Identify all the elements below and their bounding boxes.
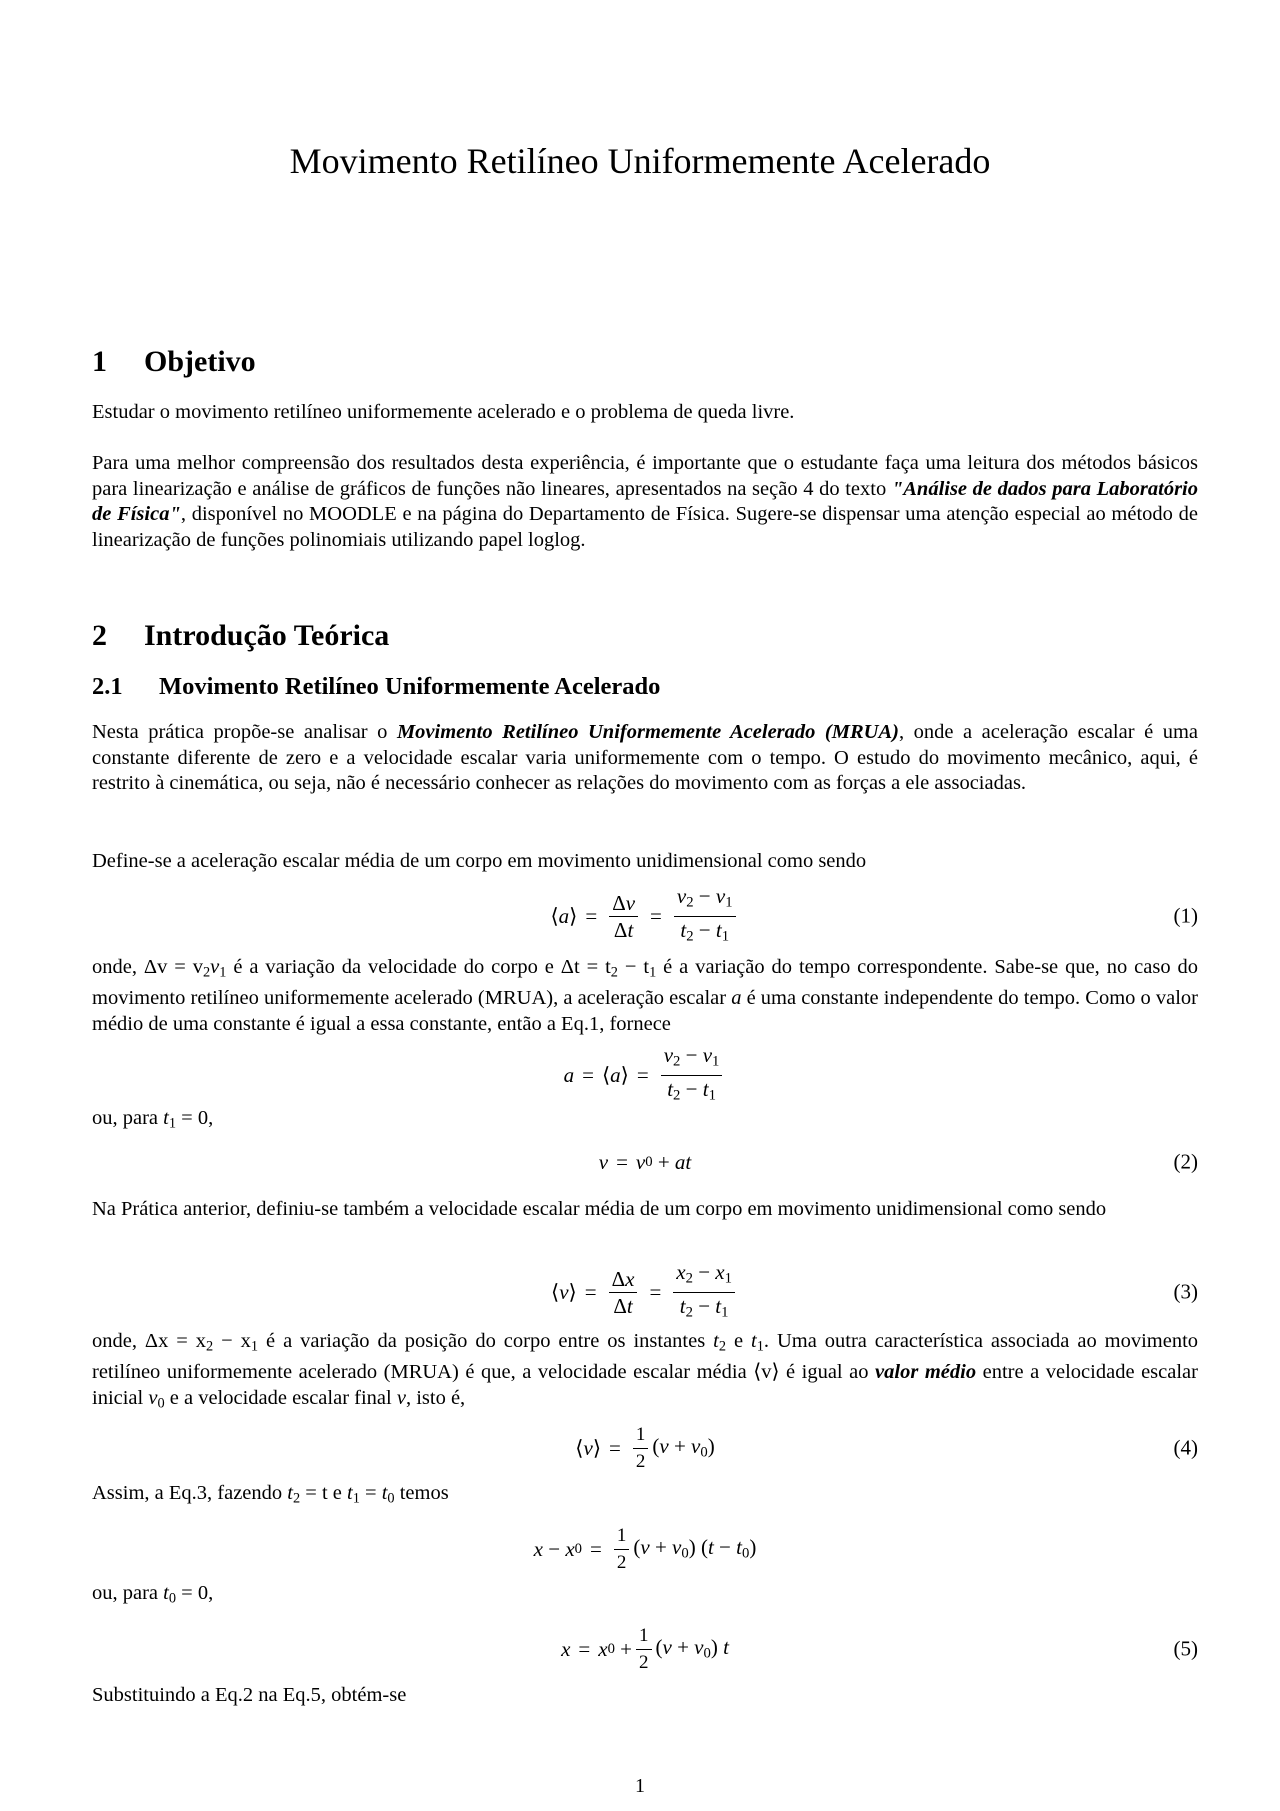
text-run: entre a velocidade escalar inicial bbox=[92, 1361, 1198, 1409]
equation-number: (1) bbox=[1173, 903, 1198, 928]
equation-body: ⟨v⟩ = $\frac{\Delta x}{\Delta t}$ = $\frac{x_2 - x_1}{t_2 - t_1}$ bbox=[92, 1262, 1198, 1322]
equation-body: a = ⟨a⟩ = $\frac{v_2 - v_1}{t_2 - t_1}$ bbox=[92, 1045, 1198, 1105]
equation-x-minus-x0 bbox=[92, 1519, 1198, 1579]
text-run: , onde a aceleração escalar é uma constante diferente de zero e a velocidade escalar varia uniformemente com o tempo. O estudo do movimento mecânico, aqui, é restrito à cinemática, ou seja, não é necessário conhecer as relações do movimento com as forças a ele associadas. bbox=[92, 721, 1199, 794]
text-run: = 0, bbox=[176, 1582, 214, 1604]
subsection-number: 2.1 bbox=[92, 673, 123, 700]
section-title: Objetivo bbox=[144, 345, 256, 378]
equation-body: ⟨v⟩ = $\frac{1}{2}$ $(v + v_0)$ bbox=[575, 1423, 715, 1472]
text-run: ou, para bbox=[92, 1582, 164, 1604]
equation-number: (3) bbox=[1173, 1279, 1198, 1304]
paragraph-reading-note bbox=[92, 451, 1198, 553]
text-run: = 0, bbox=[176, 1107, 214, 1129]
paragraph-definitions-1: onde, $\Delta v = v_2v_1$ é a variação da velocidade do corpo e $\Delta t = t_2 - t_1$ é a variação do tempo correspondente. Sabe-se que, no caso do movimento retilíneo uniformemente acelerado (MRUA), a aceleração escalar a é uma constante independente do tempo. Como o valor médio de uma constante é igual a essa constante, então a Eq.1, fornece bbox=[92, 956, 1199, 1035]
text-run: − x bbox=[213, 1330, 251, 1352]
section-number: 2 bbox=[92, 619, 107, 652]
text-run: = bbox=[359, 1482, 382, 1504]
text-run: , disponível no MOODLE e na página do Departamento de Física. Sugere-se dispensar uma atenção especial ao método de linearização de funções polinomiais utilizando papel loglog. bbox=[92, 503, 1198, 551]
text-run-bold-italic: "Análise de dados para Laboratório de Física" bbox=[92, 477, 1198, 525]
paragraph-definitions-2: onde, $\Delta x = x_2 - x_1$ é a variação da posição do corpo entre os instantes $t_2$ e $t_1$. Uma outra característica associada ao movimento retilíneo uniformemente acelerado (MRUA) é que, a velocidade escalar média ⟨v⟩ é igual ao valor médio entre a velocidade escalar inicial $v_0$ e a velocidade escalar final v, isto é, bbox=[92, 1330, 1199, 1412]
text-run-bold-italic: Movimento Retilíneo Uniformemente Acelerado (MRUA) bbox=[396, 721, 899, 743]
math-var: a bbox=[731, 987, 742, 1010]
text-run: é uma constante independente do tempo. Como o valor médio de uma constante é igual a essa constante, então a Eq.1, fornece bbox=[92, 987, 1199, 1035]
paragraph-assim: Assim, a Eq.3, fazendo $t_2 = t$ e $t_1 = t_0$ temos bbox=[92, 1482, 449, 1507]
text-run: Assim, a Eq.3, fazendo bbox=[92, 1482, 288, 1504]
section-number: 1 bbox=[92, 345, 107, 378]
equation-body: x − x 0 = $\frac{1}{2}$ $(v + v_0)$ $(t - t_0)$ bbox=[533, 1524, 757, 1573]
subsection-heading-mrua bbox=[92, 673, 660, 701]
equation-1 bbox=[92, 883, 1198, 946]
paragraph-or-t1: ou, para $t_1 = 0$, bbox=[92, 1107, 214, 1132]
text-run: e bbox=[726, 1330, 752, 1352]
equation-a-mean bbox=[92, 1042, 1198, 1105]
text-run: onde, Δv = v bbox=[92, 956, 203, 978]
paragraph-mrua-intro bbox=[92, 720, 1198, 797]
section-title: Introdução Teórica bbox=[144, 619, 390, 652]
text-run: ou, para bbox=[92, 1107, 164, 1129]
text-run: − t bbox=[617, 956, 650, 978]
equation-body: x = x 0 + $\frac{1}{2}$ $(v + v_0)$ t bbox=[561, 1624, 729, 1673]
text-run-bold-italic: valor médio bbox=[875, 1361, 977, 1384]
text-run: é a variação da posição do corpo entre os instantes bbox=[258, 1330, 714, 1352]
text-run: Para uma melhor compreensão dos resultados desta experiência, é importante que o estudante faça uma leitura dos métodos básicos para linearização e análise de gráficos de funções não lineares, apresentados na seção 4 do texto bbox=[92, 452, 1198, 500]
subsection-title: Movimento Retilíneo Uniformemente Acelerado bbox=[159, 673, 661, 700]
equation-number: (5) bbox=[1173, 1636, 1198, 1661]
document-title: Movimento Retilíneo Uniformemente Acelerado bbox=[289, 141, 991, 181]
text-run: é a variação do tempo correspondente. Sabe-se que, no caso do movimento retilíneo uniformemente acelerado (MRUA), a aceleração escalar bbox=[92, 956, 1198, 1010]
paragraph-or-t0: ou, para $t_0 = 0$, bbox=[92, 1582, 214, 1607]
paragraph-mean-velocity: Na Prática anterior, definiu-se também a velocidade escalar média de um corpo em movimento unidimensional como sendo bbox=[92, 1198, 1107, 1220]
text-run: onde, Δx = x bbox=[92, 1330, 207, 1352]
equation-2 bbox=[92, 1136, 1198, 1188]
equation-5 bbox=[92, 1619, 1198, 1679]
paragraph-substituting: Substituindo a Eq.2 na Eq.5, obtém-se bbox=[92, 1684, 407, 1706]
text-run: = t e bbox=[300, 1482, 348, 1504]
text-run: e a velocidade escalar final bbox=[164, 1386, 397, 1409]
equation-number: (4) bbox=[1173, 1435, 1198, 1460]
text-run: Nesta prática propõe-se analisar o bbox=[92, 721, 397, 743]
text-run: é a variação da velocidade do corpo e Δt = t bbox=[226, 956, 611, 978]
text-run: , isto é, bbox=[405, 1386, 466, 1409]
paragraph-define-acceleration: Define-se a aceleração escalar média de um corpo em movimento unidimensional como sendo bbox=[92, 850, 867, 872]
section-heading-introducao bbox=[92, 619, 389, 653]
equation-number: (2) bbox=[1173, 1149, 1198, 1174]
paragraph-objective: Estudar o movimento retilíneo uniformemente acelerado e o problema de queda livre. bbox=[92, 401, 795, 423]
page-number: 1 bbox=[635, 1775, 645, 1797]
equation-4 bbox=[92, 1418, 1198, 1478]
equation-body: v = v 0 + at bbox=[598, 1149, 692, 1174]
equation-body: ⟨a⟩ = $\frac{\Delta v}{\Delta t}$ = $\frac{v_2 - v_1}{t_2 - t_1}$ bbox=[92, 886, 1198, 946]
math-var: v bbox=[210, 956, 220, 978]
math-var: t bbox=[163, 1107, 169, 1129]
section-heading-objetivo bbox=[92, 345, 256, 379]
text-run: . Uma outra característica associada ao movimento retilíneo uniformemente acelerado (MRUA) é que, a velocidade escalar média ⟨v⟩ é igual ao bbox=[92, 1330, 1199, 1384]
text-run: temos bbox=[394, 1482, 449, 1504]
equation-3 bbox=[92, 1259, 1198, 1322]
